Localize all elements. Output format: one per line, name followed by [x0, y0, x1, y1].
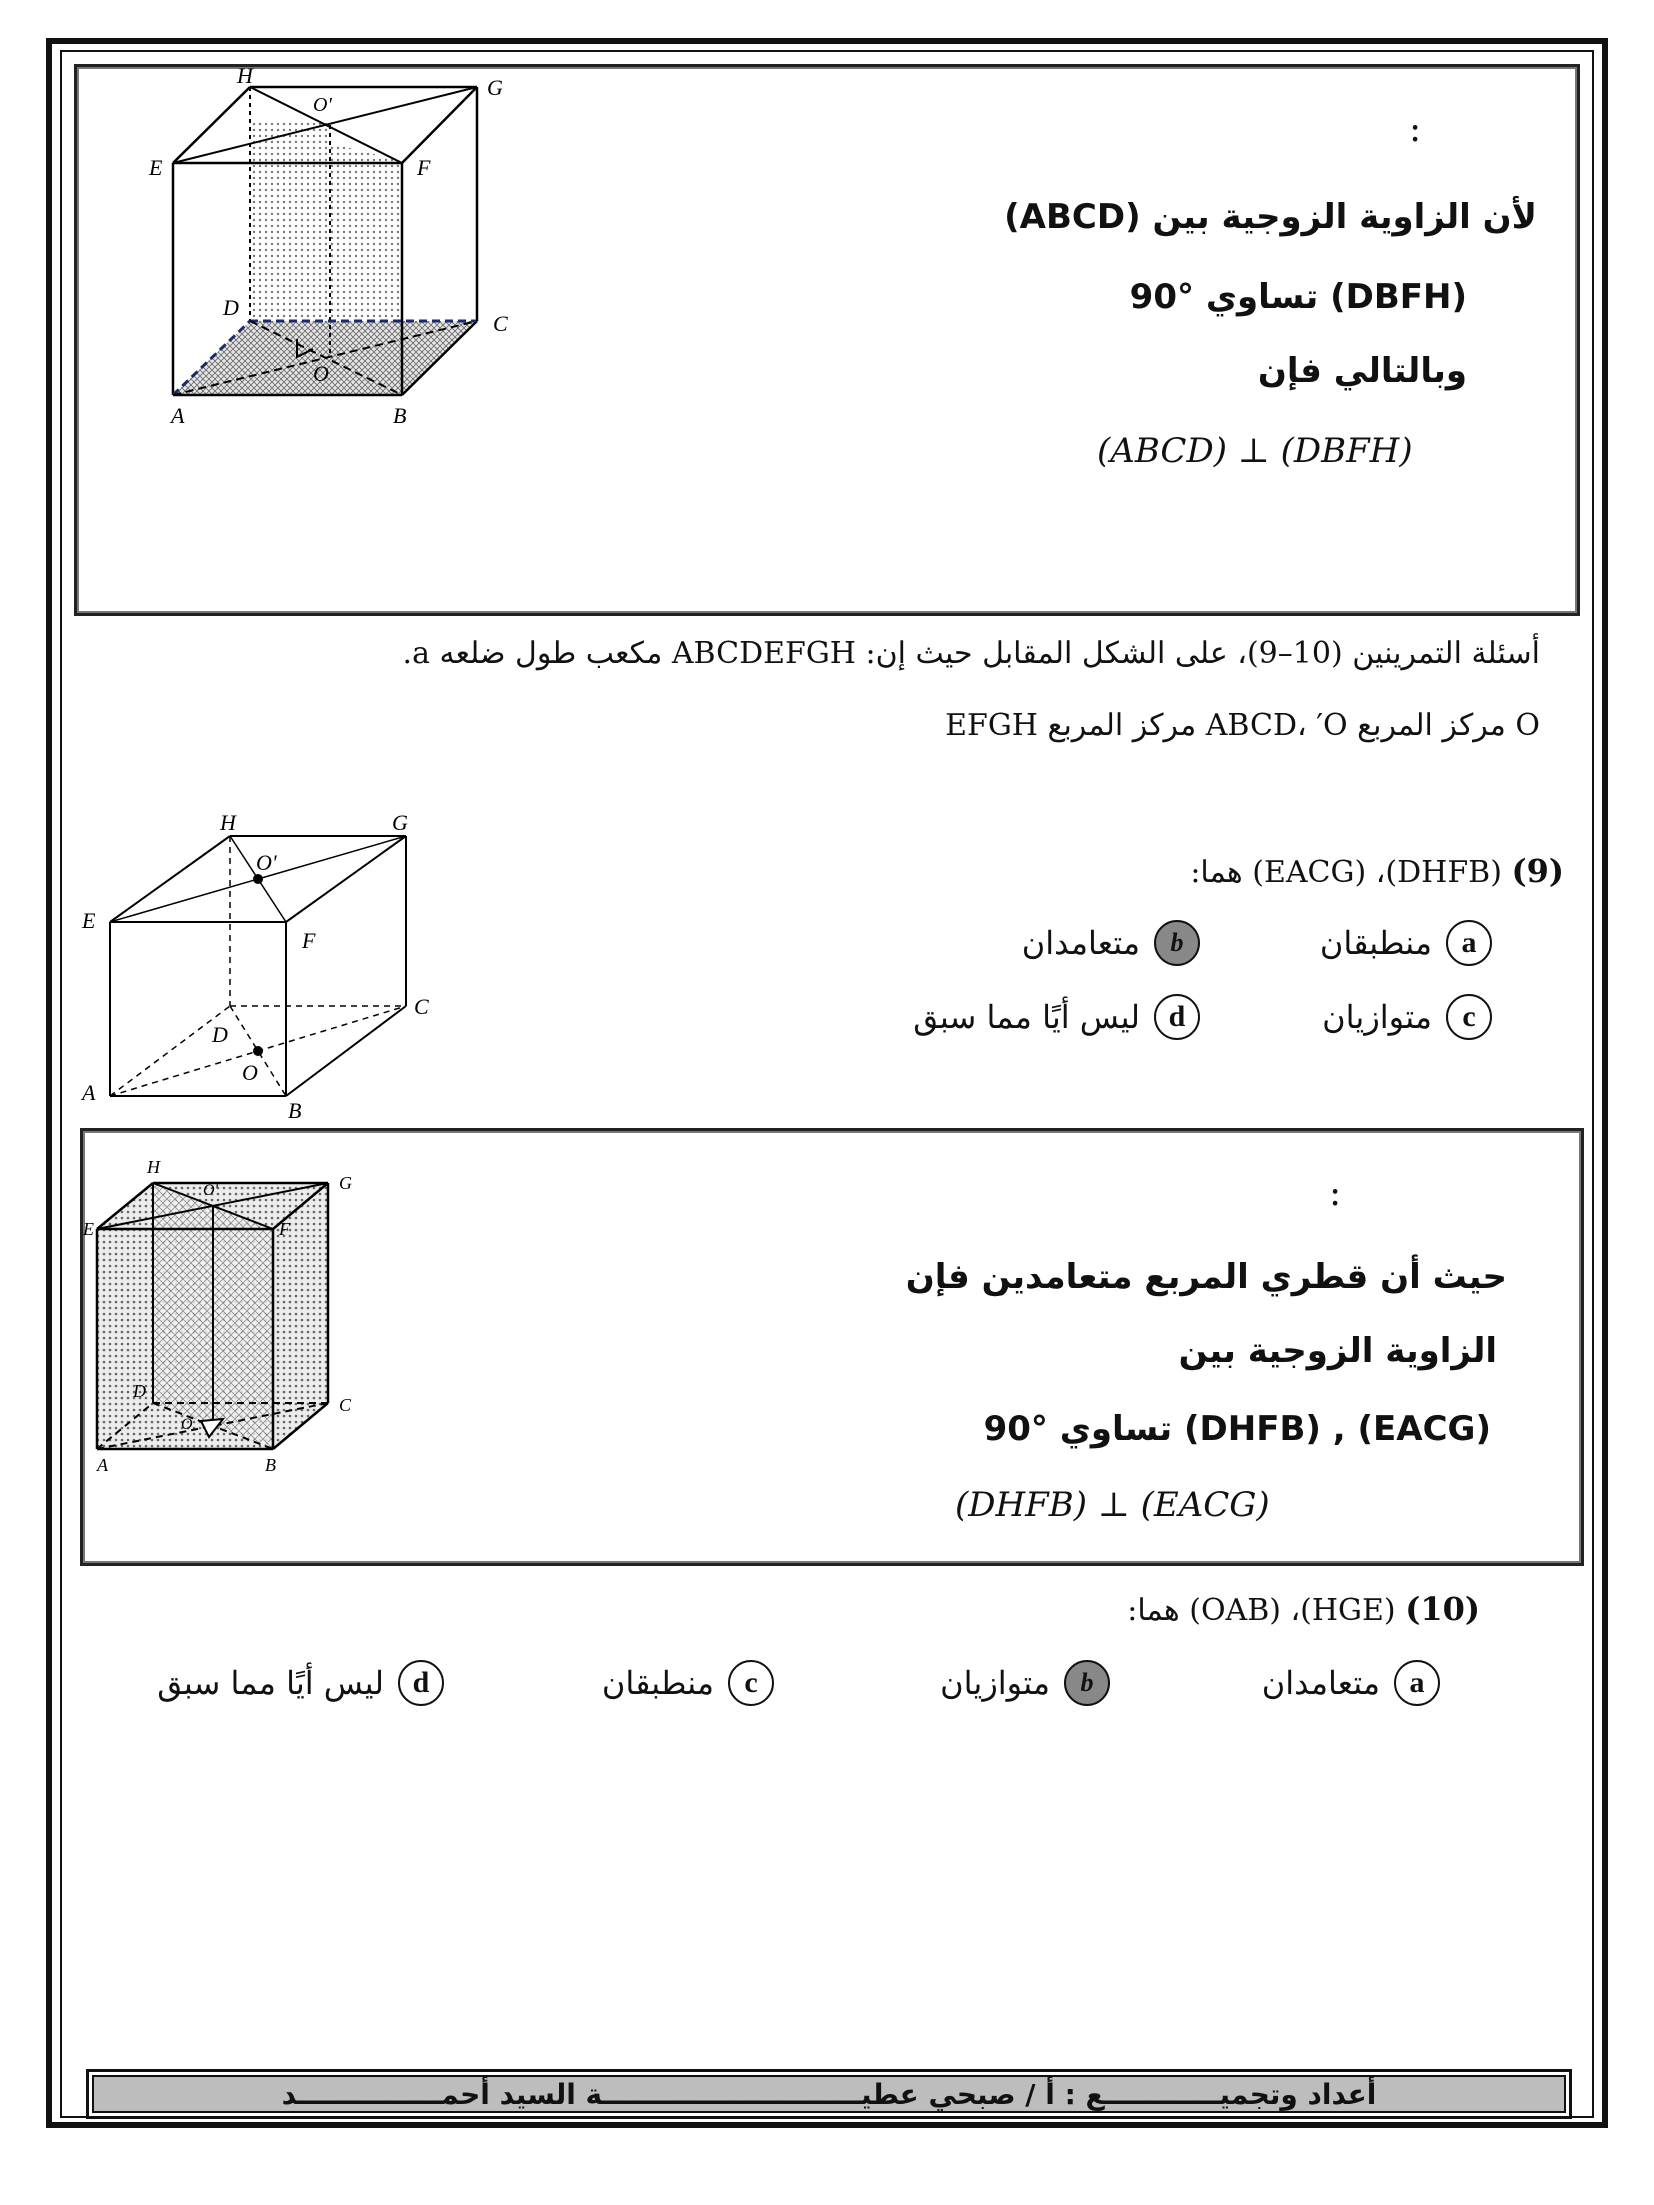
- label-c: C: [414, 994, 429, 1019]
- answer-line-4: (ABCD) ⊥ (DBFH): [1097, 431, 1413, 471]
- label-g: G: [487, 75, 503, 100]
- label-o: O: [313, 361, 329, 386]
- label-g: G: [392, 810, 408, 835]
- option-letter-selected: b: [1064, 1660, 1110, 1706]
- label-h: H: [147, 1157, 160, 1177]
- option-letter-selected: b: [1154, 920, 1200, 966]
- label-o-prime: O': [203, 1182, 218, 1199]
- option-letter: a: [1394, 1660, 1440, 1706]
- label-e: E: [83, 1219, 94, 1239]
- q10-option-a[interactable]: [1262, 1656, 1440, 1710]
- q9-option-b[interactable]: [1022, 916, 1200, 970]
- label-a: A: [97, 1455, 108, 1475]
- answer-line-3: (EACG) , (DHFB) تساوي °90: [983, 1409, 1491, 1449]
- q9-question: [1190, 852, 1564, 890]
- intro-line-2: O مركز المربع ABCD، ′O مركز المربع EFGH: [945, 708, 1540, 743]
- option-letter: d: [398, 1660, 444, 1706]
- label-c: C: [339, 1395, 352, 1415]
- label-o: O: [181, 1416, 193, 1433]
- author-footer: [86, 2069, 1572, 2119]
- label-h: H: [220, 810, 236, 835]
- label-f: F: [279, 1219, 290, 1239]
- option-text: منطبقان: [1319, 924, 1432, 962]
- answer-box-8: [74, 64, 1580, 616]
- label-b: B: [393, 403, 407, 428]
- q10-option-d[interactable]: [157, 1656, 444, 1710]
- intro-line-1: أسئلة التمرينين (10–9)، على الشكل المقابل حيث إن: ABCDEFGH مكعب طول ضلعه a.: [402, 636, 1540, 671]
- label-f: F: [417, 155, 431, 180]
- q10-number: (10): [1405, 1590, 1480, 1628]
- option-text: منطبقان: [601, 1664, 714, 1702]
- label-o-prime: O': [256, 850, 277, 875]
- answer-box-9: [80, 1128, 1584, 1566]
- label-c: C: [493, 311, 508, 336]
- colon: :: [1329, 1173, 1342, 1214]
- label-e: E: [82, 908, 96, 933]
- option-text: متوازيان: [1322, 998, 1432, 1036]
- answer-line-2: (DBFH) تساوي °90: [1129, 277, 1467, 317]
- label-g: G: [339, 1173, 352, 1193]
- label-o-prime: O': [313, 94, 332, 116]
- option-letter: c: [728, 1660, 774, 1706]
- option-text: متعامدان: [1021, 924, 1140, 962]
- label-a: A: [82, 1080, 96, 1105]
- label-d: D: [133, 1381, 146, 1401]
- label-d: D: [223, 295, 239, 320]
- answer-line-1: لأن الزاوية الزوجية بين (ABCD): [1004, 197, 1537, 237]
- answer-line-3: وبالتالي فإن: [1257, 351, 1467, 391]
- answer-line-4: (DHFB) ⊥ (EACG): [955, 1485, 1270, 1525]
- option-text: ليس أيًا مما سبق: [157, 1664, 384, 1702]
- label-b: B: [265, 1455, 276, 1475]
- option-letter: d: [1154, 994, 1200, 1040]
- q10-option-c[interactable]: [602, 1656, 774, 1710]
- label-f: F: [302, 928, 316, 953]
- option-text: ليس أيًا مما سبق: [913, 998, 1140, 1036]
- q10-text: (HGE)، (OAB) هما:: [1127, 1593, 1396, 1628]
- footer-text: أعداد وتجميــــــــــــع : أ / صبحي عطيـــــــــــــــــــــــــــة السيد أحمـــــــــــــــد: [281, 2077, 1377, 2111]
- option-text: متوازيان: [940, 1664, 1050, 1702]
- option-text: متعامدان: [1261, 1664, 1380, 1702]
- colon: :: [1409, 109, 1422, 150]
- cube-figure-2: [66, 810, 466, 1120]
- q9-text: (DHFB)، (EACG) هما:: [1190, 855, 1502, 890]
- q9-option-d[interactable]: [913, 990, 1200, 1044]
- label-b: B: [288, 1098, 302, 1120]
- q9-option-c[interactable]: [1322, 990, 1492, 1044]
- answer-line-2: الزاوية الزوجية بين: [1178, 1331, 1497, 1371]
- q9-number: (9): [1511, 852, 1564, 890]
- q10-option-b[interactable]: [940, 1656, 1110, 1710]
- answer-line-1: حيث أن قطري المربع متعامدين فإن: [905, 1257, 1507, 1297]
- cube-figure-3: [83, 1131, 503, 1551]
- label-e: E: [149, 155, 163, 180]
- label-d: D: [212, 1022, 228, 1047]
- label-h: H: [237, 67, 253, 88]
- label-a: A: [171, 403, 185, 428]
- option-letter: c: [1446, 994, 1492, 1040]
- cube-figure-1: [77, 67, 697, 613]
- q10-question: [1127, 1590, 1480, 1628]
- label-o: O: [242, 1060, 258, 1085]
- option-letter: a: [1446, 920, 1492, 966]
- q9-option-a[interactable]: [1320, 916, 1492, 970]
